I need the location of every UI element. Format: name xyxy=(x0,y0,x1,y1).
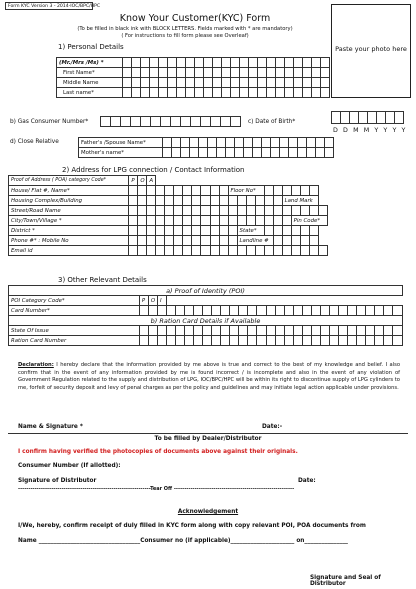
city-label: City/Town/Village * xyxy=(9,216,129,226)
father-spouse-label: Father's /Spouse Name* xyxy=(79,138,163,148)
card-number-label: Card Number* xyxy=(9,306,140,316)
state-label: State* xyxy=(237,226,264,236)
dealer-confirm: I confirm having verified the photocopies of documents above against their originals. xyxy=(18,449,298,455)
ration-heading: b) Ration Card Details if Available xyxy=(9,316,403,326)
poa-p: P xyxy=(129,176,138,186)
dob-format: D D M M Y Y Y Y xyxy=(333,127,407,134)
housing-label: Housing Complex/Building xyxy=(9,196,129,206)
tear-off-line: ----------------------------------------------------------------Tear Off ---------------------------------------------------------- xyxy=(18,486,295,492)
street-label: Street/Road Name xyxy=(9,206,129,216)
address-grid[interactable] xyxy=(8,175,328,256)
mother-name-label: Mother's name* xyxy=(79,148,163,158)
landline-label: Landline # xyxy=(237,236,273,246)
ack-heading: Acknowledgement xyxy=(177,509,239,515)
distributor-signature-label: Signature of Distributor xyxy=(18,478,97,484)
email-label: Email id xyxy=(9,246,129,256)
close-relative-label: d) Close Relative xyxy=(10,139,59,145)
name-signature-label: Name & Signature * xyxy=(18,424,83,430)
floor-label: Floor No* xyxy=(228,186,264,196)
name-grid[interactable] xyxy=(56,57,330,98)
house-label: House/ Flat #, Name* xyxy=(9,186,129,196)
middle-name-label: Middle Name xyxy=(57,78,123,88)
relative-grid[interactable] xyxy=(78,137,334,158)
landmark-label: Land Mark xyxy=(282,196,318,206)
version-tag: Form KYC Version 3 - 2014-IOC/BPC/HPC xyxy=(5,2,93,10)
declaration-text: I hereby declare that the information provided by me above is true and correct to the best of my knowledge and belief. I also confirm that in the event of any information provided by me is found incorrect / is incomplete and also in the event of any violation of Government Regulation related to the supply and distribution of LPG, IOC/BPC/HPC will be within its right to discontinue supply of LPG cylinders to me, forfeit of security deposit and levy of penal charges as per the policy and guidelines and may initiate legal action applicable under provisions. xyxy=(18,362,400,391)
declaration-label: Declaration: xyxy=(18,362,54,368)
poi-heading: a) Proof of Identity (POI) xyxy=(9,286,403,296)
ack-text: I/We, hereby, confirm receipt of duly filled in KYC form along with copy relevant POI, POA documents from xyxy=(18,523,366,529)
dealer-date-label: Date: xyxy=(298,478,316,484)
separator-line xyxy=(8,433,408,434)
instruction-line-2: ( For instructions to fill form please see Overleaf) xyxy=(121,33,249,39)
gas-consumer-grid[interactable] xyxy=(100,116,241,127)
dob-label: c) Date of Birth* xyxy=(248,119,296,125)
first-name-label: First Name* xyxy=(57,68,123,78)
photo-label: Paste your photo here xyxy=(335,45,407,53)
poa-a: A xyxy=(147,176,156,186)
declaration xyxy=(18,362,400,392)
poa-o: O xyxy=(138,176,147,186)
ration-number-label: Ration Card Number xyxy=(9,336,140,346)
dob-grid[interactable] xyxy=(331,111,404,124)
form-title: Know Your Customer(KYC) Form xyxy=(119,13,271,24)
declaration-date-label: Date:- xyxy=(262,424,283,430)
poi-grid[interactable]: a) Proof of Identity (POI) POI Category Code* P O I Card Number* b) Ration Card Details if Available State Of Issue Ration Card Number xyxy=(8,285,403,346)
instruction-line-1: (To be filled in black ink with BLOCK LETTERS. Fields marked with * are mandatory) xyxy=(77,26,293,32)
poa-code-label: Proof of Address ( POA) category Code* xyxy=(9,176,129,186)
last-name-label: Last name* xyxy=(57,88,123,98)
photo-box[interactable] xyxy=(331,4,411,98)
phone-label: Phone #* : Mobile No xyxy=(9,236,129,246)
dealer-heading: To be filled by Dealer/Distributor xyxy=(154,436,262,442)
ack-name-line[interactable]: Name ___________________________________Consumer no (if applicable)______________________ on_______________ xyxy=(18,538,348,544)
poi-code-label: POI Category Code* xyxy=(9,296,140,306)
salutation-label: (Mr./Mrs /Ms) * xyxy=(57,58,123,68)
address-heading: 2) Address for LPG connection / Contact Information xyxy=(62,166,245,174)
personal-details-heading: 1) Personal Details xyxy=(58,43,124,51)
gas-consumer-label: b) Gas Consumer Number* xyxy=(10,119,89,125)
state-issue-label: State Of Issue xyxy=(9,326,140,336)
other-details-heading: 3) Other Relevant Details xyxy=(58,276,147,284)
consumer-number-label: Consumer Number (If allotted): xyxy=(18,463,121,469)
district-label: District * xyxy=(9,226,129,236)
seal-label: Signature and Seal of Distributor xyxy=(310,575,381,587)
pincode-label: Pin Code* xyxy=(291,216,327,226)
